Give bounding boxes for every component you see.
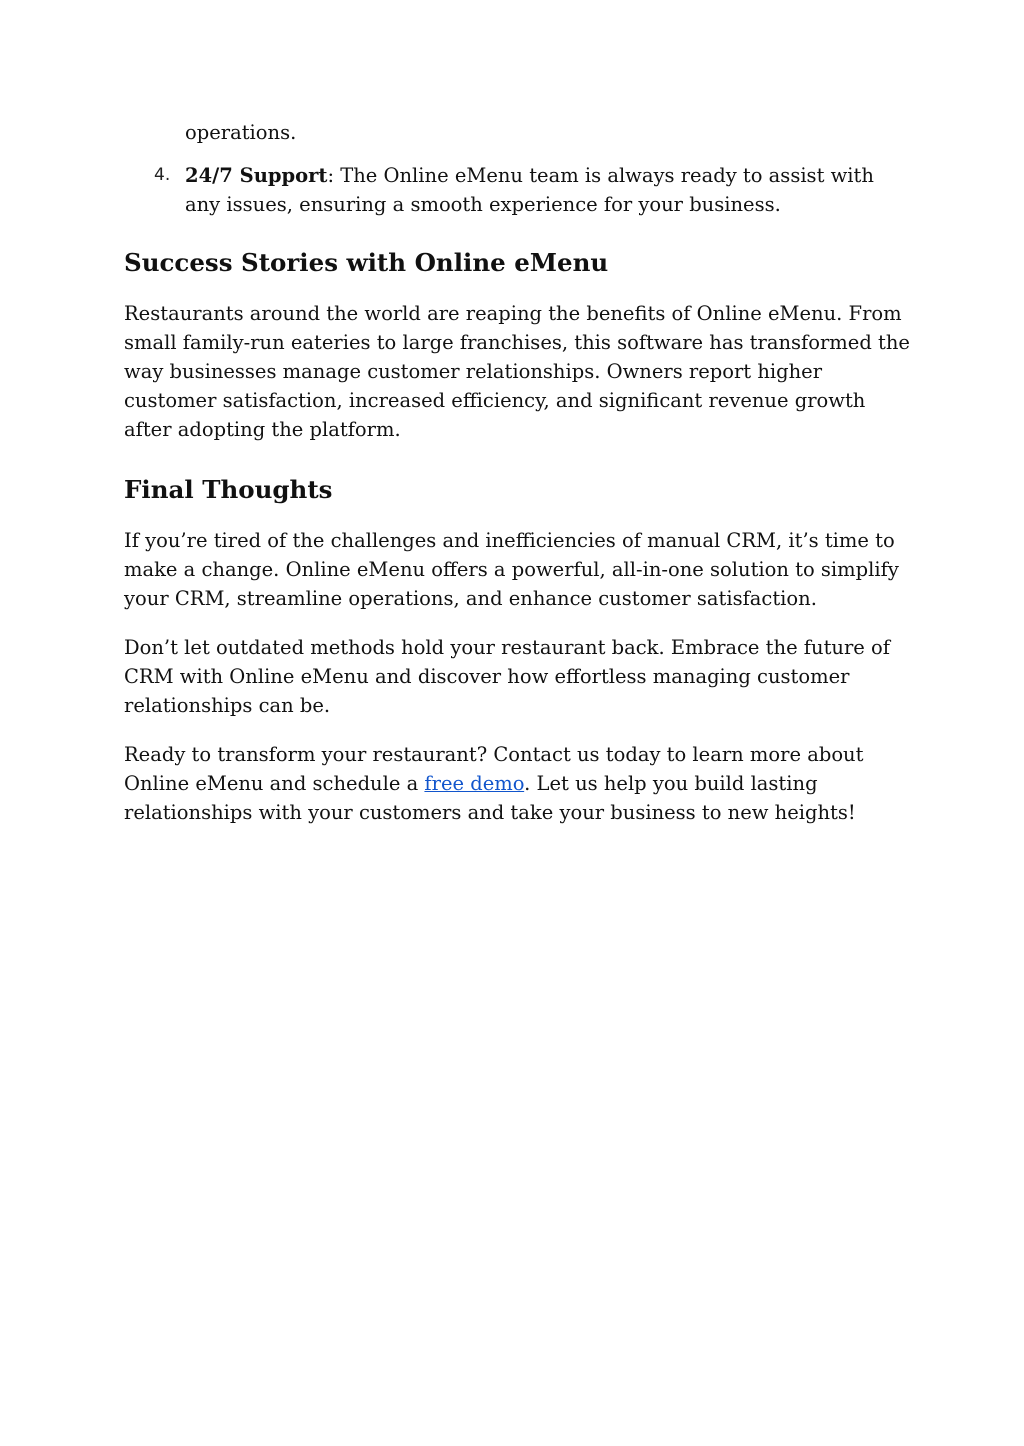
final-thoughts-paragraph-2: Don’t let outdated methods hold your restaurant back. Embrace the future of CRM with Online eMenu and discover how effortless managing customer relationships can be. bbox=[124, 636, 890, 717]
cta-text-after-link: . Let us help you build lasting relationships with your customers and take your business to new heights! bbox=[124, 772, 856, 824]
final-thoughts-paragraph-1: If you’re tired of the challenges and inefficiencies of manual CRM, it’s time to make a change. Online eMenu offers a powerful, all-in-one solution to simplify your CRM, streamline operations, and enhance customer satisfaction. bbox=[124, 529, 899, 610]
document-page bbox=[124, 118, 914, 847]
free-demo-link[interactable]: free demo bbox=[424, 772, 525, 795]
list-item-continuation: operations. bbox=[185, 121, 297, 144]
list-item-description: : The Online eMenu team is always ready to assist with any issues, ensuring a smooth experience for your business. bbox=[185, 164, 874, 216]
section-heading-success-stories: Success Stories with Online eMenu bbox=[124, 248, 609, 277]
list-item-text bbox=[185, 161, 914, 219]
success-stories-paragraph: Restaurants around the world are reaping the benefits of Online eMenu. From small family-run eateries to large franchises, this software has transformed the way businesses manage customer relationships. Owners report higher customer satisfaction, increased efficiency, and significant revenue growth after adopting the platform. bbox=[124, 302, 910, 441]
section-heading-final-thoughts: Final Thoughts bbox=[124, 475, 333, 504]
cta-text-before-link: Ready to transform your restaurant? Contact us today to learn more about Online eMenu and schedule a bbox=[124, 743, 864, 795]
list-item bbox=[124, 161, 914, 219]
list-item-number: 4. bbox=[154, 165, 171, 185]
list-item-bold-label: 24/7 Support bbox=[185, 164, 328, 187]
final-thoughts-paragraph-3 bbox=[124, 740, 914, 827]
